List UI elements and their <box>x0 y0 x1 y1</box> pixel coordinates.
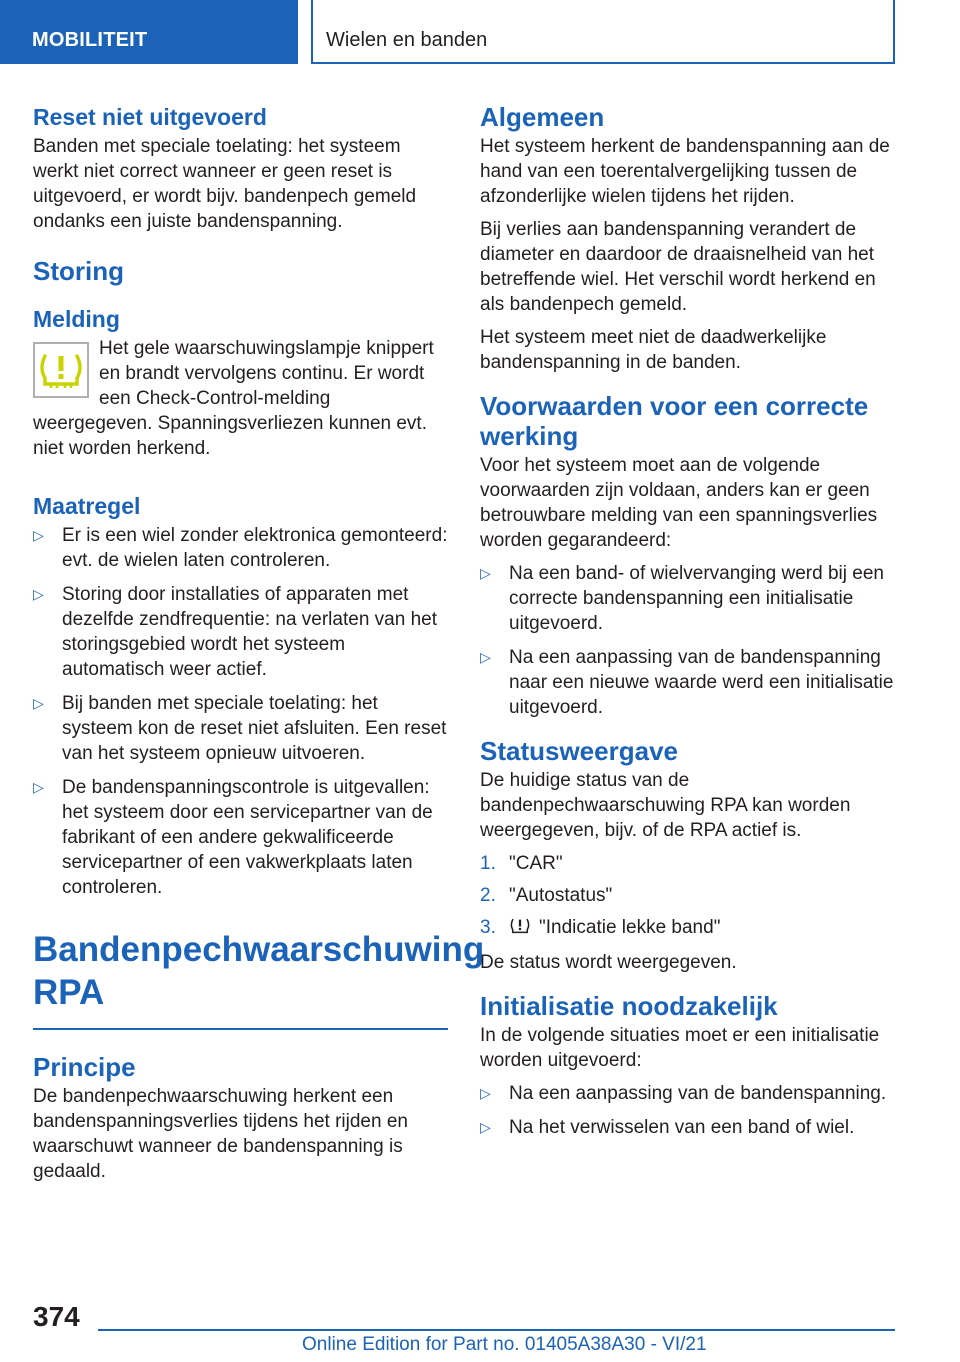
bullet-marker: ▷ <box>33 586 44 602</box>
chapter-label: Wielen en banden <box>326 29 488 51</box>
voorwaarden-text: Voor het systeem moet aan de volgende voorwaarden zijn voldaan, anders kan er geen betrouwbare melding van een spanningsverlies worden gegarandeerd: <box>480 455 878 551</box>
footer-edition: Online Edition for Part no. 01405A38A30 - VI/21 <box>302 1334 707 1355</box>
list-item: 1. "CAR" <box>480 853 563 874</box>
init-heading: Initialisatie noodzakelijk <box>480 991 778 1021</box>
init-text: In de volgende situaties moet er een initialisatie worden uitgevoerd: <box>480 1025 880 1071</box>
maatregel-list <box>33 523 448 900</box>
rpa-heading: Bandenpechwaarschuwing RPA <box>33 930 485 1012</box>
tire-pressure-warning-icon <box>33 342 89 398</box>
tire-pressure-warning-icon <box>509 916 531 943</box>
bullet-marker: ▷ <box>480 565 491 581</box>
status-heading: Statusweergave <box>480 736 678 766</box>
reset-heading: Reset niet uitgevoerd <box>33 104 267 130</box>
principe-text: De bandenpechwaarschuwing herkent een bandenspanningsverlies tijdens het rijden en waarschuwt wanneer de bandenspanning is gedaald. <box>33 1086 408 1182</box>
voorwaarden-list <box>480 561 895 720</box>
bullet-marker: ▷ <box>480 1085 491 1101</box>
reset-text: Banden met speciale toelating: het systeem werkt niet correct wanneer er geen reset is uitgevoerd, er wordt bijv. bandenpech gemeld ondanks een juiste bandenspanning. <box>33 136 417 232</box>
melding-block <box>33 336 448 461</box>
bullet-marker: ▷ <box>33 527 44 543</box>
voorwaarden-heading: Voorwaarden voor een correcte werking <box>480 391 869 451</box>
status-text: De huidige status van de bandenpechwaarschuwing RPA kan worden weergegeven, bijv. of de RPA actief is. <box>480 770 851 841</box>
right-column <box>480 102 895 1149</box>
storing-heading: Storing <box>33 256 124 286</box>
chapter-tab <box>311 0 895 64</box>
list-item: 3. "Indicatie lekke band" <box>480 915 895 943</box>
algemeen-paragraph-3: Het systeem meet niet de daadwerkelijke bandenspanning in de banden. <box>480 327 827 373</box>
bullet-marker: ▷ <box>480 649 491 665</box>
algemeen-paragraph-2: Bij verlies aan bandenspanning verandert de diameter en daardoor de draaisnelheid van het betreffende wiel. Het verschil wordt herkend en als bandenpech gemeld. <box>480 219 876 315</box>
list-item: ▷ Na een band- of wielvervanging werd bij een correcte bandenspanning een initialisatie uitgevoerd. <box>480 563 884 634</box>
list-item: ▷ Na het verwisselen van een band of wiel. <box>480 1117 855 1138</box>
principe-heading: Principe <box>33 1052 136 1082</box>
melding-heading: Melding <box>33 306 120 332</box>
list-item: ▷ Na een aanpassing van de bandenspanning. <box>480 1083 887 1104</box>
list-item: ▷ De bandenspanningscontrole is uitgevallen: het systeem door een servicepartner van de fabrikant of een andere gekwalificeerde servicepartner of een vakwerkplaats laten controleren. <box>33 777 433 898</box>
init-list <box>480 1081 895 1140</box>
algemeen-heading: Algemeen <box>480 102 605 132</box>
list-item: ▷ Bij banden met speciale toelating: het systeem kon de reset niet afsluiten. Een reset van het systeem opnieuw uitvoeren. <box>33 693 447 764</box>
bullet-marker: ▷ <box>480 1119 491 1135</box>
list-item: ▷ Er is een wiel zonder elektronica gemonteerd: evt. de wielen laten controleren. <box>33 525 448 571</box>
section-tab <box>0 0 298 64</box>
list-item: ▷ Na een aanpassing van de bandenspanning naar een nieuwe waarde werd een initialisatie uitgevoerd. <box>480 647 894 718</box>
status-steps <box>480 851 895 943</box>
list-item: 2. "Autostatus" <box>480 885 613 906</box>
footer-divider <box>98 1329 895 1331</box>
bullet-marker: ▷ <box>33 779 44 795</box>
list-item: ▷ Storing door installaties of apparaten met dezelfde zendfrequentie: na verlaten van het storingsgebied wordt het systeem automatisch weer actief. <box>33 584 437 680</box>
status-after-text: De status wordt weergegeven. <box>480 952 737 973</box>
maatregel-heading: Maatregel <box>33 493 141 519</box>
bullet-marker: ▷ <box>33 695 44 711</box>
left-column <box>33 102 485 1192</box>
section-label: MOBILITEIT <box>32 29 148 51</box>
melding-text: Het gele waarschuwingslampje knippert en brandt vervolgens continu. Er wordt een Check-Control-melding weergegeven. Spanningsverliezen kunnen evt. niet worden herkend. <box>33 338 434 459</box>
heading-divider <box>33 1028 448 1030</box>
page-number: 374 <box>33 1301 80 1332</box>
algemeen-paragraph-1: Het systeem herkent de bandenspanning aan de hand van een toerentalvergelijking tussen de afzonderlijke wielen tijdens het rijden. <box>480 136 890 207</box>
